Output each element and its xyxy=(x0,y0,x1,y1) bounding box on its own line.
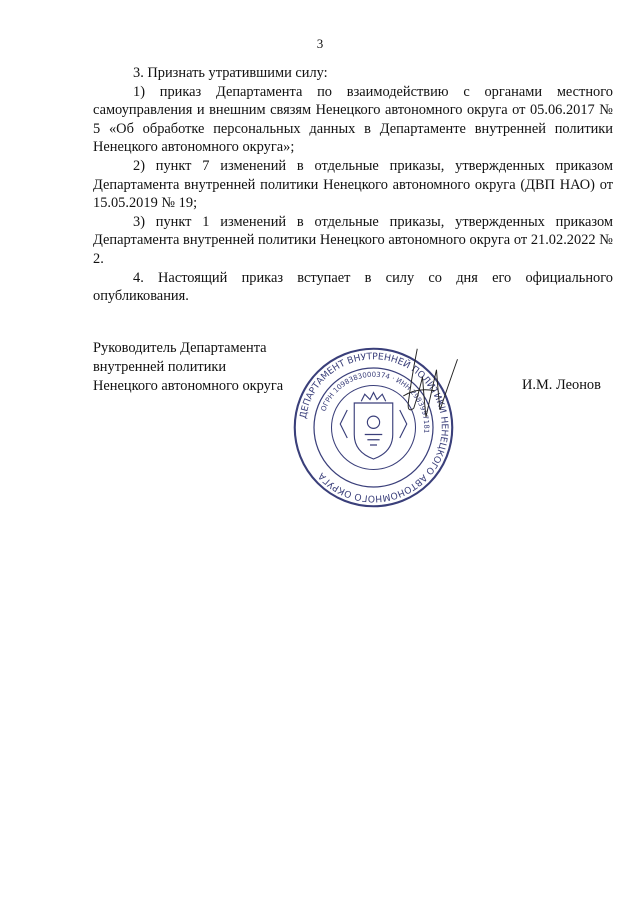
signatory-position-line: Ненецкого автономного округа xyxy=(93,378,284,394)
paragraph-item-4: 4. Настоящий приказ вступает в силу со дня его официального опубликования. xyxy=(93,269,613,305)
seal-center-ring xyxy=(332,386,416,470)
coat-of-arms-icon xyxy=(340,393,407,460)
signatory-name: И.М. Леонов xyxy=(522,377,601,393)
seal-outer-text: ДЕПАРТАМЕНТ ВНУТРЕННЕЙ ПОЛИТИКИ НЕНЕЦКОГО АВТОНОМНОГО ОКРУГА xyxy=(297,351,450,504)
paragraph-subitem-3: 3) пункт 1 изменений в отдельные приказы, утвержденных приказом Департамента внутренней политики Ненецкого автономного округа от 21.02.2022 № 2. xyxy=(93,213,613,267)
seal-inner-text: ОГРН 1098383000374 · ИНН 2983997181 xyxy=(319,370,431,434)
signatory-position-line: внутренней политики xyxy=(93,359,227,375)
paragraph-item-3: 3. Признать утратившими силу: xyxy=(133,65,328,81)
order-body xyxy=(93,64,613,306)
seal-graphic xyxy=(286,340,461,515)
paragraph-subitem-2: 2) пункт 7 изменений в отдельные приказы, утвержденных приказом Департамента внутренней политики Ненецкого автономного округа (ДВП НАО) от 15.05.2019 № 19; xyxy=(93,157,613,212)
signatory-position-line: Руководитель Департамента xyxy=(93,340,267,356)
signatory-position xyxy=(93,339,283,396)
page-number: 3 xyxy=(316,36,324,51)
paragraph-subitem-1: 1) приказ Департамента по взаимодействию с органами местного самоуправления и внешним связям Ненецкого автономного округа от 05.06.2017 № 5 «Об обработке персональных данных в Департаменте внутренней политики Ненецкого автономного округа»; xyxy=(93,83,613,156)
official-seal xyxy=(286,340,461,515)
